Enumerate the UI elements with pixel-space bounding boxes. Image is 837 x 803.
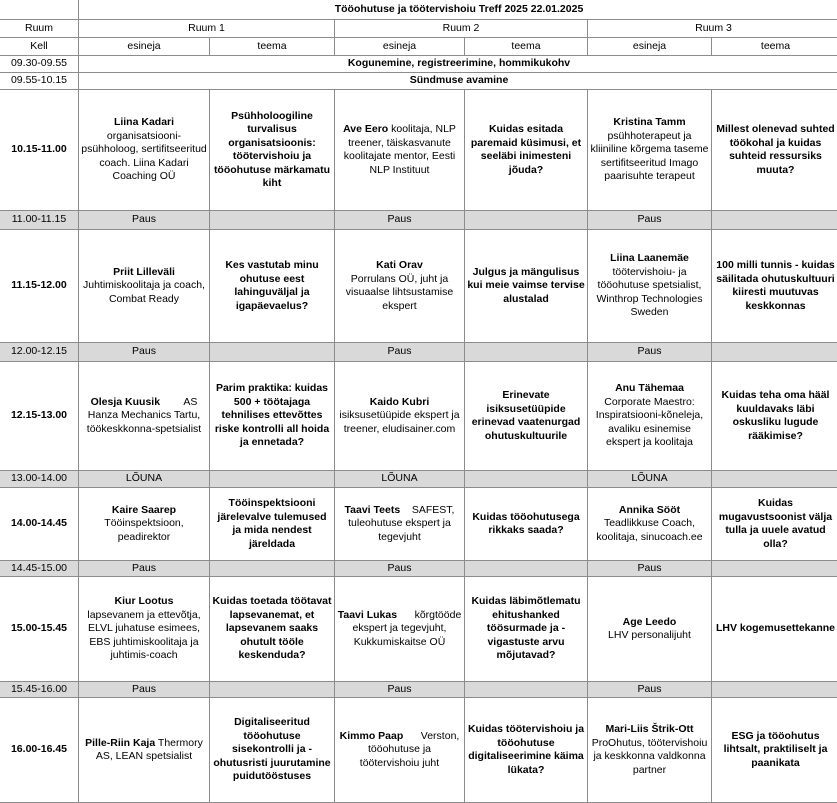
presenter-cell	[335, 577, 465, 682]
presenter-desc: Corporate Maestro: Inspiratsiooni-kõneleja, avaliku esinemise ekspert ja koolitaja	[596, 396, 703, 449]
event-title: Tööohutuse ja töötervishoiu Treff 2025 22.01.2025	[79, 0, 837, 20]
break-cell: Paus	[335, 561, 465, 577]
break-cell: LÕUNA	[588, 471, 712, 488]
topic-cell: Kuidas toetada töötavat lapsevanemat, et lapsevanem saaks ohutult tööle keskenduda?	[210, 577, 335, 682]
presenter-cell	[335, 90, 465, 211]
topic-cell: Erinevate isiksusetüüpide erinevad vaatenurgad ohutuskultuurile	[465, 362, 588, 471]
break-cell: Paus	[335, 682, 465, 698]
time-cell: 14.00-14.45	[0, 488, 79, 561]
presenter-name: Kiur Lootus	[115, 595, 174, 607]
break-cell: Paus	[79, 343, 210, 362]
presenter-cell	[79, 488, 210, 561]
topic-cell: 100 milli tunnis - kuidas säilitada ohutuskultuuri kiiresti muutuvas keskkonnas	[712, 230, 837, 343]
presenter-name: Priit Lilleväli	[113, 266, 175, 278]
presenter-cell	[588, 362, 712, 471]
break-cell: Paus	[588, 682, 712, 698]
time-cell: 14.45-15.00	[0, 561, 79, 577]
presenter-name: Kimmo Paap	[340, 730, 404, 742]
presenter-cell	[335, 362, 465, 471]
break-row	[0, 682, 837, 698]
break-row	[0, 471, 837, 488]
break-cell-empty	[712, 682, 837, 698]
presenter-name: Age Leedo	[623, 616, 677, 628]
intro-text: Kogunemine, registreerimine, hommikukohv	[79, 56, 837, 73]
presenter-header: esineja	[335, 38, 465, 56]
presenter-desc: ProOhutus, töötervishoiu ja keskkonna valdkonna partner	[592, 737, 708, 776]
topic-cell: Psühholoogiline turvalisus organisatsioonis: töötervishoiu ja tööohutuse märkamatu kiht	[210, 90, 335, 211]
presenter-name: Kati Orav	[376, 259, 423, 271]
break-cell: Paus	[79, 561, 210, 577]
presenter-name: Olesja Kuusik	[91, 396, 160, 408]
session-row	[0, 362, 837, 471]
break-cell-empty	[465, 561, 588, 577]
break-cell-empty	[210, 561, 335, 577]
intro-row	[0, 56, 837, 73]
break-row	[0, 343, 837, 362]
topic-cell: LHV kogemusettekanne	[712, 577, 837, 682]
break-cell: LÕUNA	[79, 471, 210, 488]
topic-cell: ESG ja tööohutus lihtsalt, praktiliselt ja paanikata	[712, 698, 837, 803]
topic-cell: Kuidas töötervishoiu ja tööohutuse digitaliseerimine käima lükata?	[465, 698, 588, 803]
break-cell: Paus	[588, 561, 712, 577]
topic-cell: Digitaliseeritud tööohutuse sisekontrolli ja -ohutusristi juurutamine puidutööstuses	[210, 698, 335, 803]
presenter-cell	[335, 698, 465, 803]
break-cell: Paus	[335, 343, 465, 362]
break-cell-empty	[712, 343, 837, 362]
presenter-name: Kristina Tamm	[613, 116, 685, 128]
session-row	[0, 577, 837, 682]
presenter-cell	[79, 230, 210, 343]
presenter-cell	[79, 90, 210, 211]
topic-header: teema	[712, 38, 837, 56]
topic-cell: Kuidas tööohutusega rikkaks saada?	[465, 488, 588, 561]
topic-cell: Tööinspektsiooni järelevalve tulemused ja mida nendest järeldada	[210, 488, 335, 561]
break-cell-empty	[210, 211, 335, 230]
break-cell: Paus	[335, 211, 465, 230]
empty-corner-cell	[0, 0, 79, 20]
presenter-desc: psühhoterapeut ja kliiniline kõrgema taseme sertifitseeritud Imago paarisuhte terapeut	[591, 130, 709, 183]
presenter-desc: LHV personalijuht	[608, 629, 691, 641]
session-row	[0, 90, 837, 211]
presenter-desc-inline: AS	[183, 396, 197, 408]
presenter-name: Mari-Liis Štrik-Ott	[605, 723, 693, 735]
title-row	[0, 0, 837, 20]
presenter-cell	[588, 488, 712, 561]
time-cell: 10.15-11.00	[0, 90, 79, 211]
presenter-desc: isiksusetüüpide ekspert ja treener, eludisainer.com	[339, 409, 459, 435]
presenter-desc: Hanza Mechanics Tartu, töökeskkonna-spetsialist	[87, 409, 201, 435]
break-cell-empty	[712, 471, 837, 488]
break-cell: Paus	[588, 343, 712, 362]
break-row	[0, 211, 837, 230]
time-cell: 15.45-16.00	[0, 682, 79, 698]
presenter-desc: Porrulans OÜ, juht ja visuaalse lihtsustamise ekspert	[346, 273, 453, 312]
time-label: Kell	[0, 38, 79, 56]
topic-cell: Kes vastutab minu ohutuse eest lahinguväljal ja igapäevaelus?	[210, 230, 335, 343]
presenter-header: esineja	[79, 38, 210, 56]
topic-cell: Parim praktika: kuidas 500 + töötajaga tehnilises ettevõttes riske kontrolli all hoida ja ennetada?	[210, 362, 335, 471]
presenter-cell	[588, 90, 712, 211]
column-header-row	[0, 38, 837, 56]
presenter-name: Kaido Kubri	[370, 396, 430, 408]
presenter-desc-inline: Verston,	[421, 730, 460, 742]
presenter-cell	[79, 362, 210, 471]
time-cell: 16.00-16.45	[0, 698, 79, 803]
topic-header: teema	[210, 38, 335, 56]
break-cell-empty	[712, 561, 837, 577]
presenter-cell	[335, 230, 465, 343]
break-cell: Paus	[79, 211, 210, 230]
break-cell: LÕUNA	[335, 471, 465, 488]
break-cell: Paus	[79, 682, 210, 698]
presenter-cell	[588, 698, 712, 803]
presenter-desc: organisatsiooni-psühholoog, sertifitseeritud coach. Liina Kadari Coaching OÜ	[81, 130, 207, 183]
presenter-name: Annika Sööt	[619, 504, 680, 516]
session-row	[0, 488, 837, 561]
time-cell: 09.55-10.15	[0, 73, 79, 90]
intro-text: Sündmuse avamine	[79, 73, 837, 90]
time-cell: 15.00-15.45	[0, 577, 79, 682]
session-row	[0, 230, 837, 343]
presenter-cell	[335, 488, 465, 561]
presenter-desc: lapsevanem ja ettevõtja, ELVL juhatuse esimees, EBS juhtimiskoolitaja ja juhtimis-coach	[87, 609, 200, 662]
break-cell: Paus	[588, 211, 712, 230]
time-cell: 12.15-13.00	[0, 362, 79, 471]
room-label: Ruum	[0, 20, 79, 38]
presenter-cell	[588, 577, 712, 682]
topic-cell: Kuidas läbimõtlematu ehitushanked töösurmade ja -vigastuste arvu mõjutavad?	[465, 577, 588, 682]
presenter-name: Taavi Lukas	[338, 609, 397, 621]
presenter-desc: Tööinspektsioon, peadirektor	[104, 517, 183, 543]
presenter-name: Taavi Teets	[345, 504, 401, 516]
presenter-desc: koolitaja, NLP treener, täiskasvanute koolitajate mentor, Eesti NLP Instituut	[344, 123, 456, 176]
presenter-desc-inline: Thermory	[158, 737, 203, 749]
room-2-header: Ruum 2	[335, 20, 588, 38]
presenter-header: esineja	[588, 38, 712, 56]
time-cell: 11.00-11.15	[0, 211, 79, 230]
presenter-cell	[79, 698, 210, 803]
presenter-desc-inline: kõrgtööde	[415, 609, 462, 621]
room-3-header: Ruum 3	[588, 20, 837, 38]
intro-row	[0, 73, 837, 90]
break-cell-empty	[712, 211, 837, 230]
time-cell: 09.30-09.55	[0, 56, 79, 73]
presenter-desc-inline: SAFEST,	[412, 504, 455, 516]
break-cell-empty	[465, 682, 588, 698]
time-cell: 11.15-12.00	[0, 230, 79, 343]
presenter-name: Liina Kadari	[114, 116, 174, 128]
break-cell-empty	[210, 343, 335, 362]
topic-cell: Kuidas esitada paremaid küsimusi, et seeläbi inimesteni jõuda?	[465, 90, 588, 211]
presenter-desc: Teadlikkuse Coach, koolitaja, sinucoach.ee	[596, 517, 702, 543]
time-cell: 12.00-12.15	[0, 343, 79, 362]
presenter-name: Pille-Riin Kaja	[85, 737, 155, 749]
presenter-desc: Juhtimiskoolitaja ja coach, Combat Ready	[83, 279, 205, 305]
presenter-desc: töötervishoiu- ja tööohutuse spetsialist, Winthrop Technologies Sweden	[596, 266, 702, 319]
presenter-desc: ekspert ja tegevjuht, Kukkumiskaitse OÜ	[353, 622, 447, 648]
time-cell: 13.00-14.00	[0, 471, 79, 488]
topic-cell: Kuidas mugavustsoonist välja tulla ja uuele avatud olla?	[712, 488, 837, 561]
presenter-name: Liina Laanemäe	[610, 252, 689, 264]
break-row	[0, 561, 837, 577]
presenter-desc: tööohutuse ja töötervishoiu juht	[360, 743, 439, 769]
topic-cell: Millest olenevad suhted töökohal ja kuidas suhteid ressursiks muuta?	[712, 90, 837, 211]
presenter-name: Kaire Saarep	[112, 504, 176, 516]
presenter-desc: AS, LEAN spetsialist	[96, 750, 192, 762]
session-row	[0, 698, 837, 803]
break-cell-empty	[210, 471, 335, 488]
presenter-name: Ave Eero	[343, 123, 388, 135]
break-cell-empty	[465, 471, 588, 488]
room-1-header: Ruum 1	[79, 20, 335, 38]
presenter-cell	[588, 230, 712, 343]
topic-cell: Julgus ja mängulisus kui meie vaimse tervise alustalad	[465, 230, 588, 343]
presenter-cell	[79, 577, 210, 682]
presenter-name: Anu Tähemaa	[615, 382, 684, 394]
topic-header: teema	[465, 38, 588, 56]
break-cell-empty	[465, 343, 588, 362]
break-cell-empty	[465, 211, 588, 230]
topic-cell: Kuidas teha oma hääl kuuldavaks läbi oskusliku lugude rääkimise?	[712, 362, 837, 471]
presenter-desc: tuleohutuse ekspert ja tegevjuht	[348, 517, 451, 543]
break-cell-empty	[210, 682, 335, 698]
room-row	[0, 20, 837, 38]
